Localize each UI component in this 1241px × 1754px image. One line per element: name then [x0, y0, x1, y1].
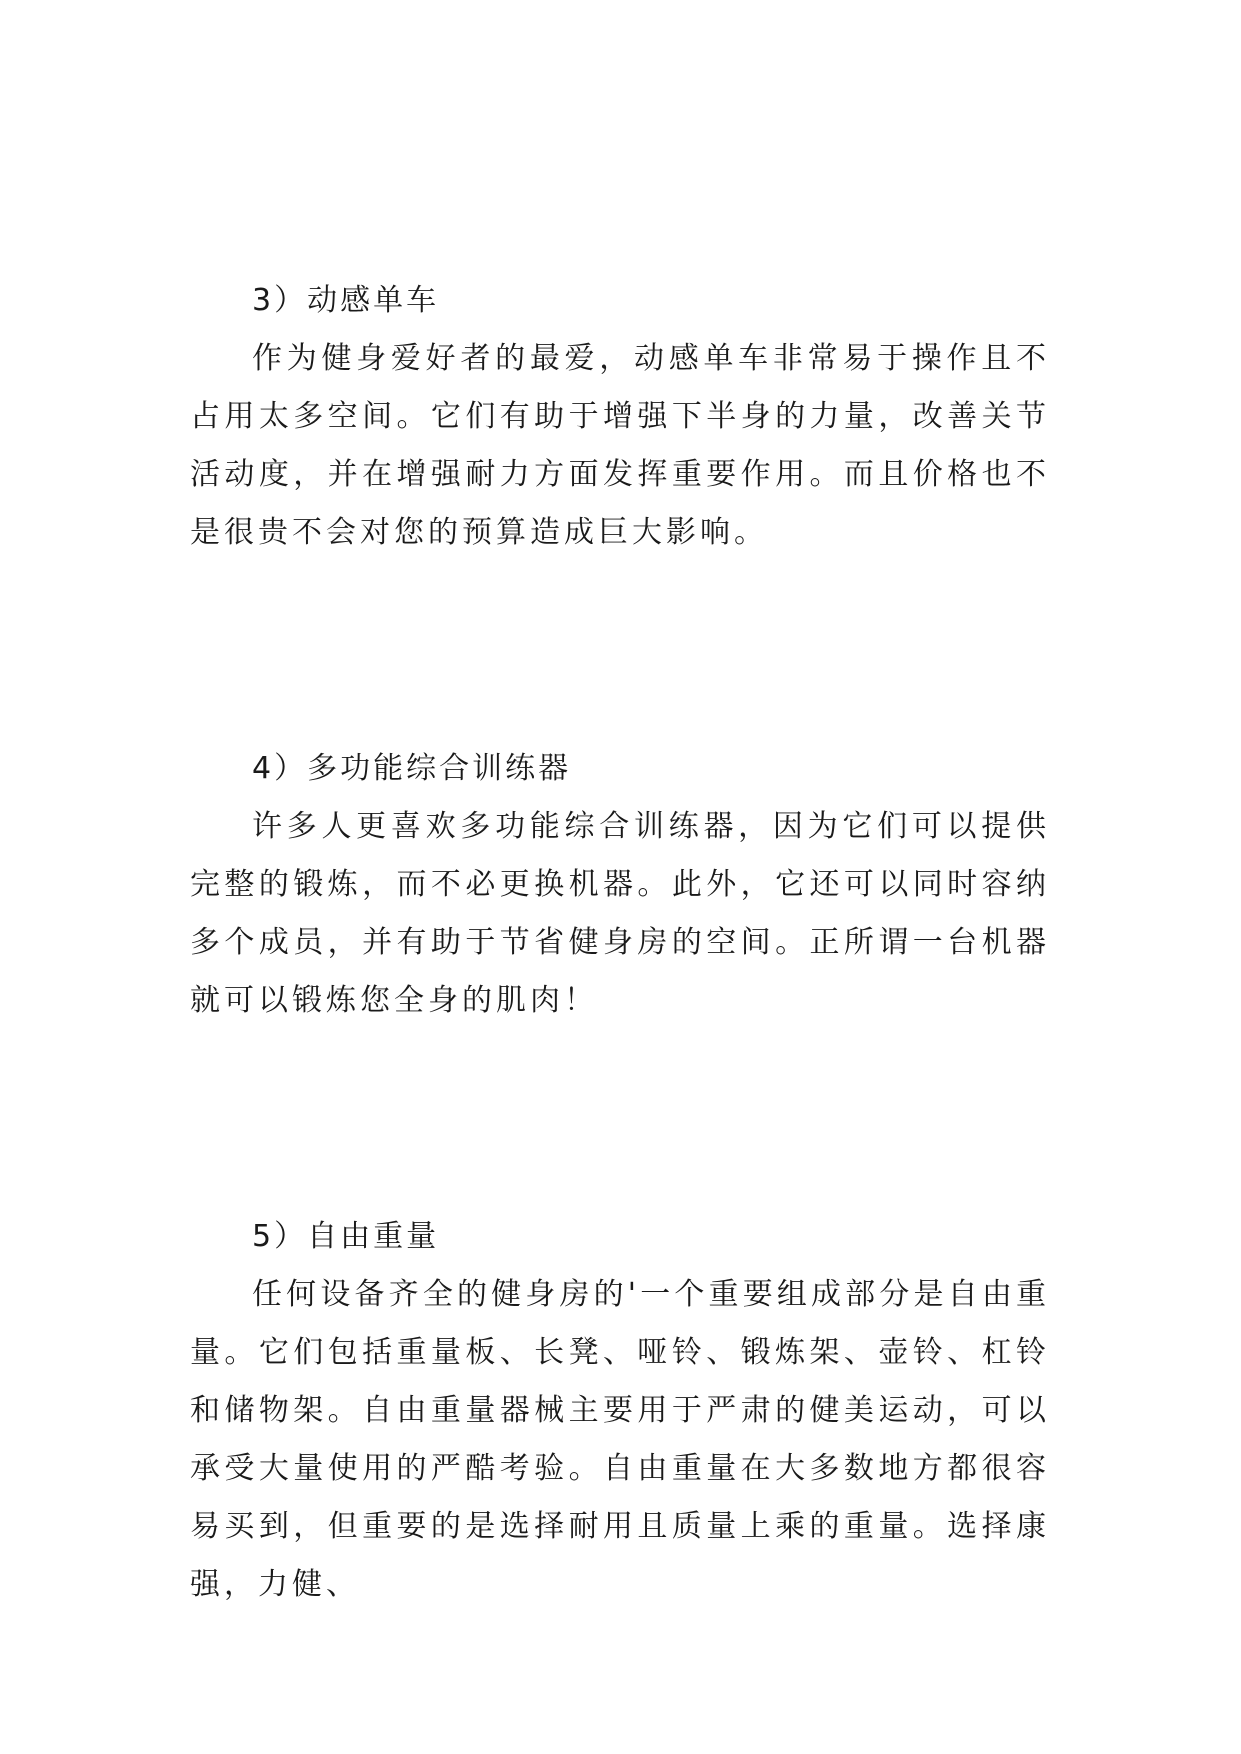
section-paragraph: 作为健身爱好者的最爱，动感单车非常易于操作且不占用太多空间。它们有助于增强下半身的力量，改善关节活动度，并在增强耐力方面发挥重要作用。而且价格也不是很贵不会对您的预算造成巨大影响。 [190, 341, 1050, 550]
section-paragraph: 任何设备齐全的健身房的'一个重要组成部分是自由重量。它们包括重量板、长凳、哑铃、锻炼架、壶铃、杠铃和储物架。自由重量器械主要用于严肃的健美运动，可以承受大量使用的严酷考验。自由重量在大多数地方都很容易买到，但重要的是选择耐用且质量上乘的重量。选择康强，力健、 [190, 1277, 1050, 1602]
section-paragraph: 许多人更喜欢多功能综合训练器，因为它们可以提供完整的锻炼，而不必更换机器。此外，它还可以同时容纳多个成员，并有助于节省健身房的空间。正所谓一台机器就可以锻炼您全身的肌肉！ [190, 809, 1050, 1018]
section-heading: 3）动感单车 [252, 283, 440, 318]
section-free-weights [190, 1208, 1050, 1614]
section-spin-bike [190, 272, 1050, 562]
section-multi-gym [190, 740, 1050, 1030]
section-heading: 5）自由重量 [252, 1219, 440, 1254]
section-heading: 4）多功能综合训练器 [252, 751, 572, 786]
